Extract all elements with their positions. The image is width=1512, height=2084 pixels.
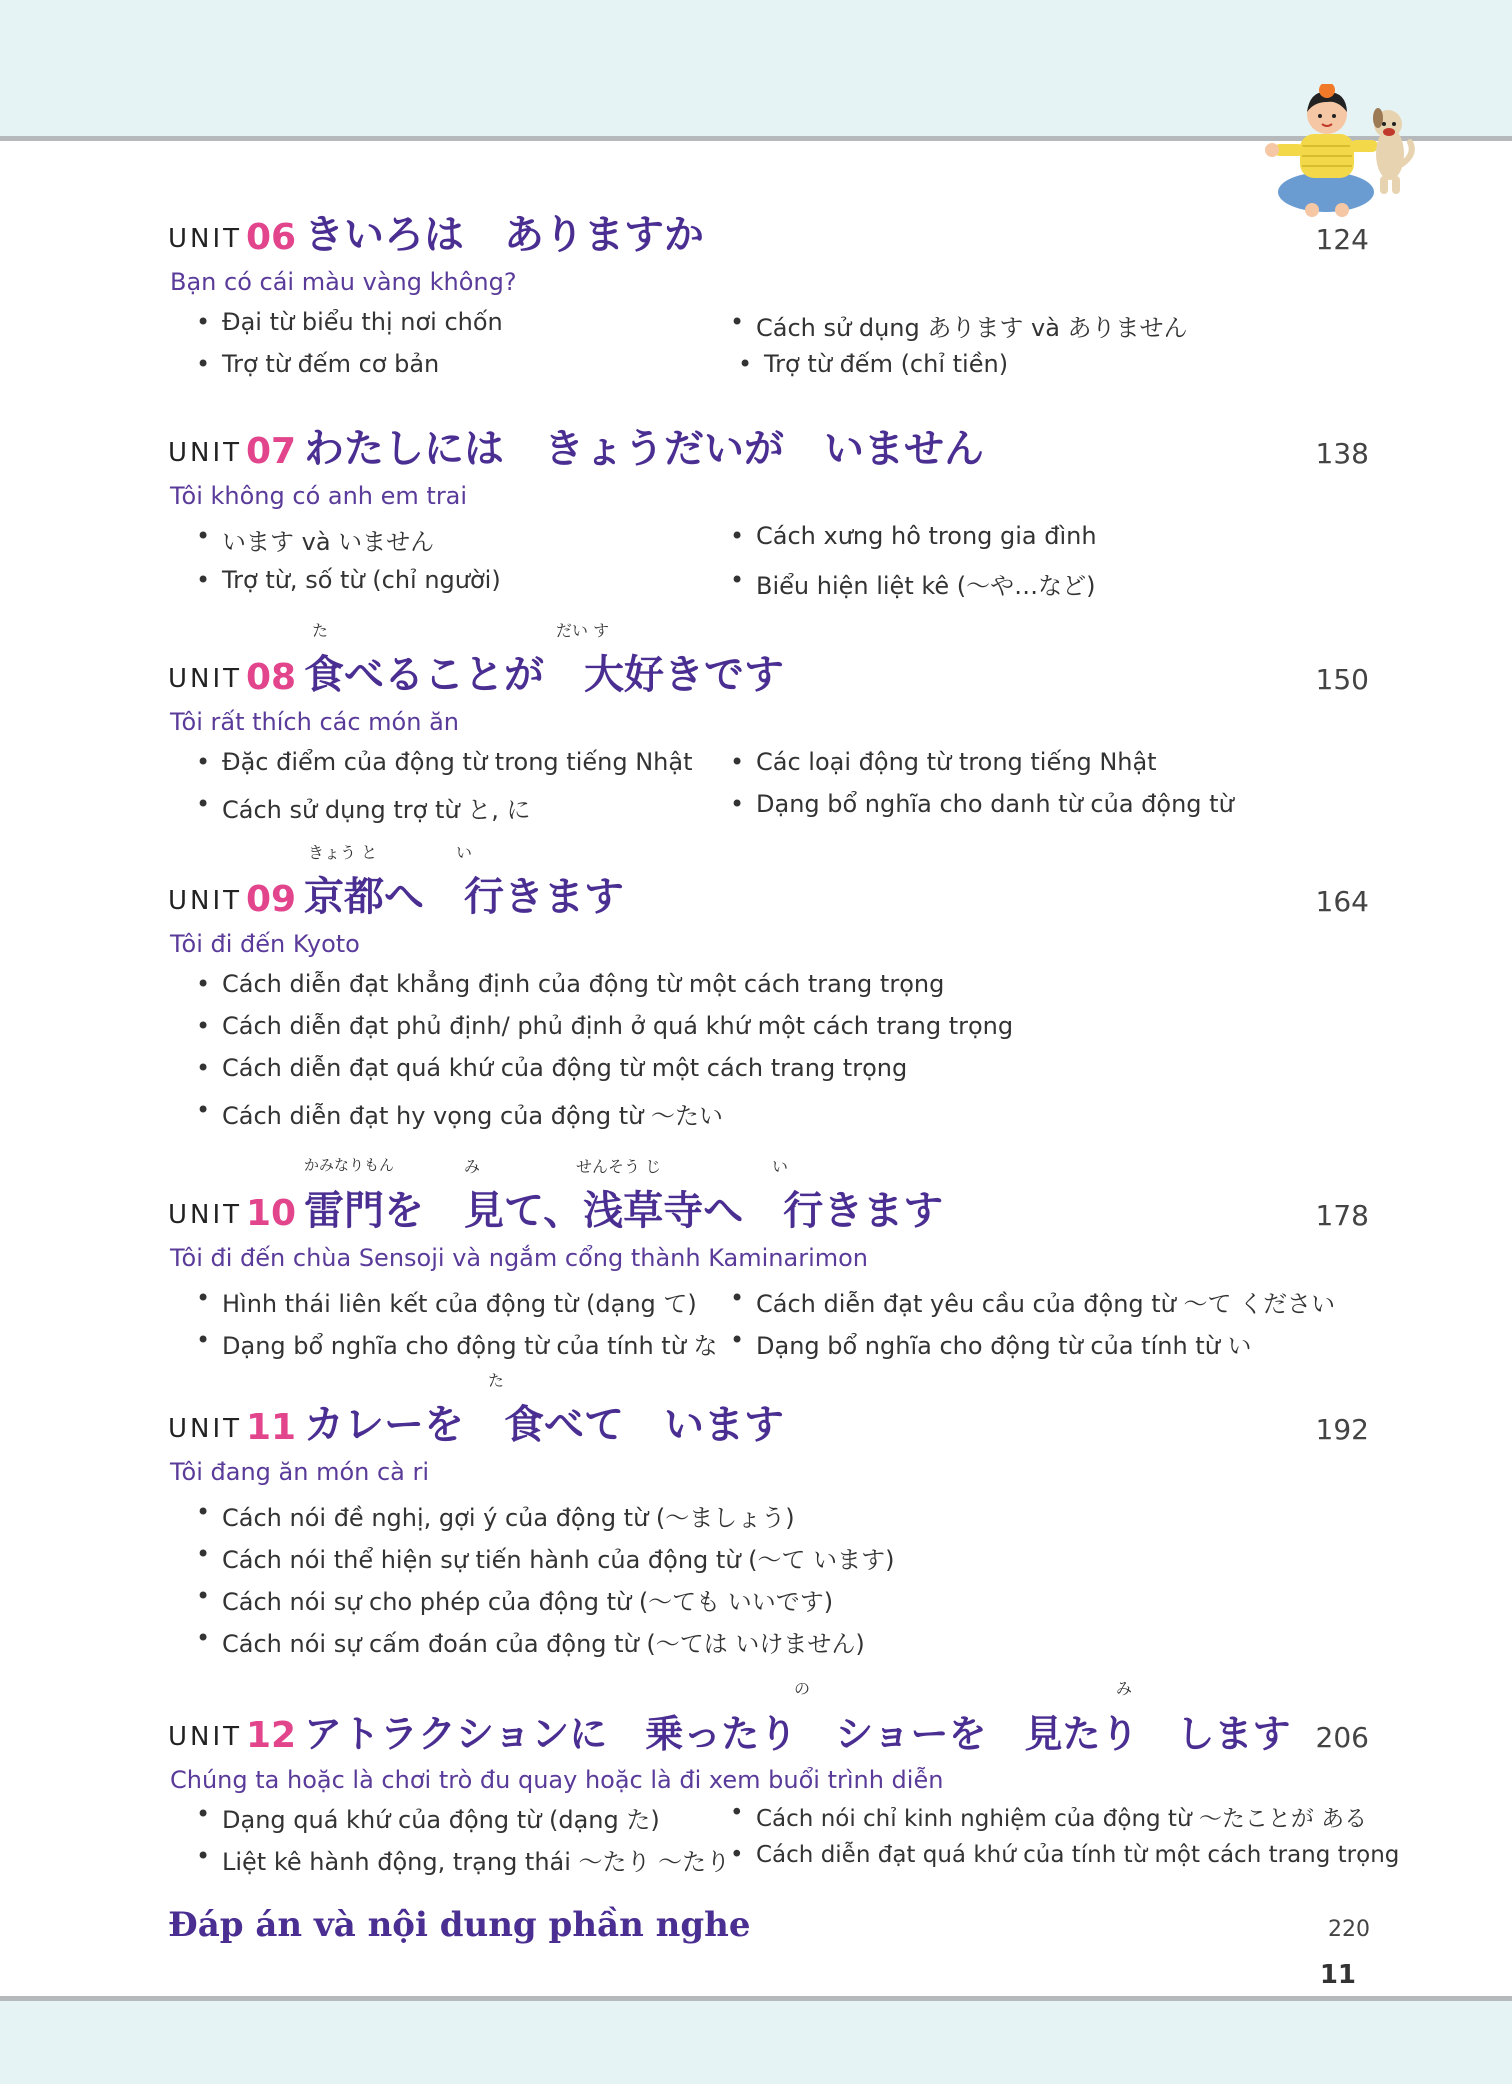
page-number: 150 — [1315, 663, 1369, 696]
furigana-row — [304, 1154, 1204, 1174]
furigana: い — [456, 843, 473, 862]
unit-number: 10 — [246, 1193, 297, 1234]
bullet-item: • Trợ từ đếm cơ bản — [222, 350, 439, 378]
unit-label: UNIT — [168, 1722, 243, 1752]
bullet-item: • Cách nói đề nghị, gợi ý của động từ (〜ましょう) — [222, 1498, 795, 1533]
bullet-item: • Cách nói chỉ kinh nghiệm của động từ 〜たことが ある — [756, 1800, 1367, 1833]
folio-page-number: 11 — [1319, 1960, 1356, 1990]
unit-number: 06 — [246, 217, 297, 258]
bullet-item: • Đại từ biểu thị nơi chốn — [222, 308, 503, 336]
bullet-item: • Biểu hiện liệt kê (〜や…など) — [756, 566, 1096, 601]
bullet-item: • Dạng bổ nghĩa cho danh từ của động từ — [756, 790, 1234, 818]
bullet-item: • Liệt kê hành động, trạng thái 〜たり 〜たり — [222, 1842, 730, 1877]
page-number: 178 — [1315, 1199, 1369, 1232]
unit-label: UNIT — [168, 1200, 243, 1230]
furigana: た — [312, 621, 329, 640]
bullet-item: • Cách nói sự cho phép của động từ (〜ても いいです) — [222, 1582, 833, 1617]
unit-title: カレーを 食べて います — [304, 1402, 784, 1448]
unit-number: 12 — [246, 1715, 297, 1756]
bullet-item: • Cách diễn đạt phủ định/ phủ định ở quá khứ một cách trang trọng — [222, 1012, 1013, 1040]
unit-subtitle: Tôi rất thích các món ăn — [170, 708, 459, 736]
furigana: い — [772, 1157, 789, 1176]
furigana: かみなりもん — [304, 1156, 395, 1174]
unit-label: UNIT — [168, 664, 243, 694]
bullet-item: • います và いません — [222, 522, 434, 557]
bottom-band — [0, 1996, 1512, 2084]
unit-label: UNIT — [168, 438, 243, 468]
furigana: た — [488, 1371, 505, 1390]
unit-number: 08 — [246, 657, 297, 698]
bullet-item: • Đặc điểm của động từ trong tiếng Nhật — [222, 748, 693, 776]
bullet-item: • Cách sử dụng trợ từ と, に — [222, 790, 530, 825]
bullet-item: • Cách diễn đạt quá khứ của động từ một cách trang trọng — [222, 1054, 907, 1082]
bullet-item: • Dạng quá khứ của động từ (dạng た) — [222, 1800, 660, 1835]
unit-subtitle: Tôi đang ăn món cà ri — [170, 1458, 430, 1486]
bullet-item: • Cách sử dụng あります và ありません — [756, 308, 1188, 343]
furigana-row — [304, 840, 1204, 860]
unit-label: UNIT — [168, 1414, 243, 1444]
bullet-item: • Hình thái liên kết của động từ (dạng て) — [222, 1284, 697, 1319]
unit-number: 07 — [246, 431, 297, 472]
unit-label: UNIT — [168, 224, 243, 254]
bullet-item: • Cách xưng hô trong gia đình — [756, 522, 1097, 550]
unit-title: きいろは ありますか — [304, 212, 704, 258]
furigana: せんそう じ — [576, 1157, 662, 1176]
unit-title: 食べることが 大好きです — [304, 652, 784, 698]
bullet-item: • Cách diễn đạt khẳng định của động từ một cách trang trọng — [222, 970, 944, 998]
page-number: 206 — [1315, 1721, 1369, 1754]
unit-11 — [168, 1371, 1369, 1666]
bullet-item: • Trợ từ đếm (chỉ tiền) — [764, 350, 1008, 378]
unit-subtitle: Chúng ta hoặc là chơi trò đu quay hoặc là đi xem buổi trình diễn — [170, 1766, 944, 1794]
unit-title: アトラクションに 乗ったり ショーを 見たり します — [304, 1712, 1291, 1756]
unit-number: 09 — [246, 879, 297, 920]
unit-subtitle: Tôi đi đến Kyoto — [170, 930, 360, 958]
furigana: み — [1116, 1679, 1133, 1698]
answers-page-number: 220 — [1328, 1917, 1370, 1942]
unit-subtitle: Bạn có cái màu vàng không? — [170, 268, 517, 296]
bullet-item: • Cách nói thể hiện sự tiến hành của động từ (〜て います) — [222, 1540, 895, 1575]
furigana-row — [304, 618, 1204, 638]
bullet-item: • Các loại động từ trong tiếng Nhật — [756, 748, 1157, 776]
unit-08 — [168, 621, 1369, 832]
unit-label: UNIT — [168, 886, 243, 916]
unit-09 — [168, 843, 1369, 1138]
unit-title: 雷門を 見て、浅草寺へ 行きます — [304, 1188, 944, 1234]
unit-06 — [168, 200, 1368, 392]
unit-title: 京都へ 行きます — [304, 874, 624, 920]
unit-12 — [168, 1679, 1400, 1884]
unit-subtitle: Tôi không có anh em trai — [170, 482, 468, 510]
unit-subtitle: Tôi đi đến chùa Sensoji và ngắm cổng thành Kaminarimon — [170, 1244, 869, 1272]
answers-section-title: Đáp án và nội dung phần nghe — [168, 1905, 751, 1945]
bullet-item: • Cách diễn đạt yêu cầu của động từ 〜て ください — [756, 1284, 1335, 1319]
unit-number: 11 — [246, 1407, 297, 1448]
unit-title: わたしには きょうだいが いません — [304, 426, 984, 472]
page-number: 138 — [1315, 437, 1369, 470]
bullet-item: • Dạng bổ nghĩa cho động từ của tính từ い — [756, 1326, 1252, 1361]
bullet-item: • Cách diễn đạt quá khứ của tính từ một cách trang trọng — [756, 1842, 1399, 1868]
page-number: 124 — [1315, 223, 1369, 256]
bullet-item: • Cách nói sự cấm đoán của động từ (〜ては いけません) — [222, 1624, 865, 1659]
furigana-row — [304, 1676, 1204, 1696]
unit-07 — [168, 414, 1368, 606]
furigana: きょう と — [308, 843, 378, 862]
page-number: 192 — [1315, 1413, 1369, 1446]
bullet-item: • Dạng bổ nghĩa cho động từ của tính từ な — [222, 1326, 718, 1361]
furigana: の — [794, 1679, 811, 1698]
furigana: だい す — [556, 621, 610, 640]
furigana: み — [464, 1157, 481, 1176]
page-number: 164 — [1315, 885, 1369, 918]
unit-10 — [168, 1156, 1369, 1368]
furigana-row — [304, 1368, 1204, 1388]
bullet-item: • Trợ từ, số từ (chỉ người) — [222, 566, 501, 594]
bullet-item: • Cách diễn đạt hy vọng của động từ 〜たい — [222, 1096, 723, 1131]
